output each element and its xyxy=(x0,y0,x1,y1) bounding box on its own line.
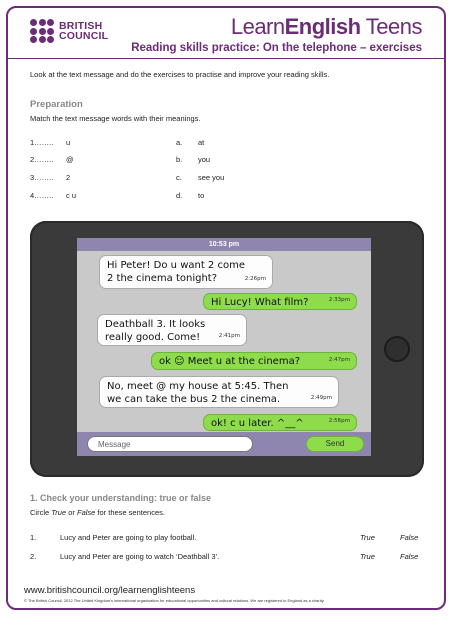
matching-number: 4…….. xyxy=(30,191,54,200)
message-bubble-received xyxy=(99,255,273,289)
matching-row xyxy=(30,191,410,203)
instruction-text: for these sentences. xyxy=(95,508,165,517)
message-bubble-received xyxy=(97,314,247,346)
true-option[interactable]: True xyxy=(360,533,375,542)
matching-meaning: you xyxy=(198,155,211,164)
check-heading: 1. Check your understanding: true or false xyxy=(30,493,212,503)
question-row xyxy=(30,533,422,545)
message-time: 2:26pm xyxy=(244,276,266,282)
send-button[interactable]: Send xyxy=(306,436,364,452)
logo-teens: Teens xyxy=(360,14,422,39)
matching-letter: a. xyxy=(176,138,183,147)
preparation-heading: Preparation xyxy=(30,99,83,110)
question-text: Lucy and Peter are going to play football. xyxy=(60,533,197,542)
matching-row xyxy=(30,155,410,167)
matching-meaning: at xyxy=(198,138,205,147)
matching-meaning: see you xyxy=(198,173,225,182)
matching-letter: c. xyxy=(176,173,182,182)
message-text: Hi Peter! Do u want 2 come xyxy=(107,260,245,271)
question-row xyxy=(30,552,422,564)
message-time: 2:56pm xyxy=(328,418,350,424)
logo-english: English xyxy=(284,14,361,39)
message-text: Deathball 3. It looks xyxy=(105,319,206,330)
message-text: ok! c u later. ^__^ xyxy=(211,418,304,429)
phone-home-button xyxy=(384,336,410,362)
matching-row xyxy=(30,138,410,150)
false-option[interactable]: False xyxy=(400,552,419,561)
check-instruction xyxy=(30,508,165,517)
message-text: we can take the bus 2 the cinema. xyxy=(107,394,281,405)
message-bubble-sent xyxy=(203,414,357,431)
logo-learn: Learn xyxy=(230,14,285,39)
preparation-instruction: Match the text message words with their meanings. xyxy=(30,114,201,123)
matching-meaning: to xyxy=(198,191,205,200)
british-council-dots-icon xyxy=(30,19,54,43)
message-text: 2 the cinema tonight? xyxy=(107,273,218,284)
footer-copyright: © The British Council, 2012 The United Kingdom’s international organisation for educational opportunities and cultural relations. We are registered in England as a charity. xyxy=(24,598,325,603)
message-text: Hi Lucy! What film? xyxy=(211,297,309,308)
question-number: 2. xyxy=(30,552,37,561)
message-time: 2:33pm xyxy=(328,297,350,303)
header-divider xyxy=(8,58,444,59)
message-input-bar xyxy=(77,432,371,456)
true-option[interactable]: True xyxy=(360,552,375,561)
matching-number: 3…….. xyxy=(30,173,54,182)
intro-text: Look at the text message and do the exercises to practise and improve your reading skills. xyxy=(30,70,330,79)
matching-word: @ xyxy=(66,155,74,164)
learnenglish-teens-logo xyxy=(231,14,422,40)
matching-word: 2 xyxy=(66,173,71,182)
page-title: Reading skills practice: On the telephone – exercises xyxy=(131,42,422,54)
matching-number: 1…….. xyxy=(30,138,54,147)
bc-logo-line1: BRITISH xyxy=(59,20,103,32)
message-bubble-received xyxy=(99,376,339,408)
message-bubble-sent xyxy=(151,352,357,370)
phone-screen xyxy=(77,238,371,456)
message-text: ok ☺ Meet u at the cinema? xyxy=(159,356,301,367)
instruction-true: True xyxy=(51,508,67,517)
footer-url[interactable]: www.britishcouncil.org/learnenglishteens xyxy=(24,585,196,596)
message-time: 2:41pm xyxy=(218,333,240,339)
question-text: Lucy and Peter are going to watch ‘Deathball 3’. xyxy=(60,552,220,561)
matching-letter: b. xyxy=(176,155,183,164)
bc-logo-line2: COUNCIL xyxy=(59,30,109,42)
matching-row xyxy=(30,173,410,185)
british-council-logo xyxy=(30,19,108,43)
question-number: 1. xyxy=(30,533,37,542)
message-text: really good. Come! xyxy=(105,332,201,343)
matching-number: 2…….. xyxy=(30,155,54,164)
false-option[interactable]: False xyxy=(400,533,419,542)
message-time: 2:49pm xyxy=(310,395,332,401)
message-input[interactable]: Message xyxy=(87,436,253,452)
instruction-false: False xyxy=(76,508,96,517)
phone-time: 10:53 pm xyxy=(77,238,371,251)
message-bubble-sent xyxy=(203,293,357,310)
matching-word: c u xyxy=(66,191,77,200)
matching-letter: d. xyxy=(176,191,183,200)
matching-word: u xyxy=(66,138,71,147)
message-time: 2:47pm xyxy=(328,357,350,363)
instruction-text: Circle xyxy=(30,508,52,517)
message-text: No, meet @ my house at 5:45. Then xyxy=(107,381,289,392)
instruction-text: or xyxy=(66,508,77,517)
